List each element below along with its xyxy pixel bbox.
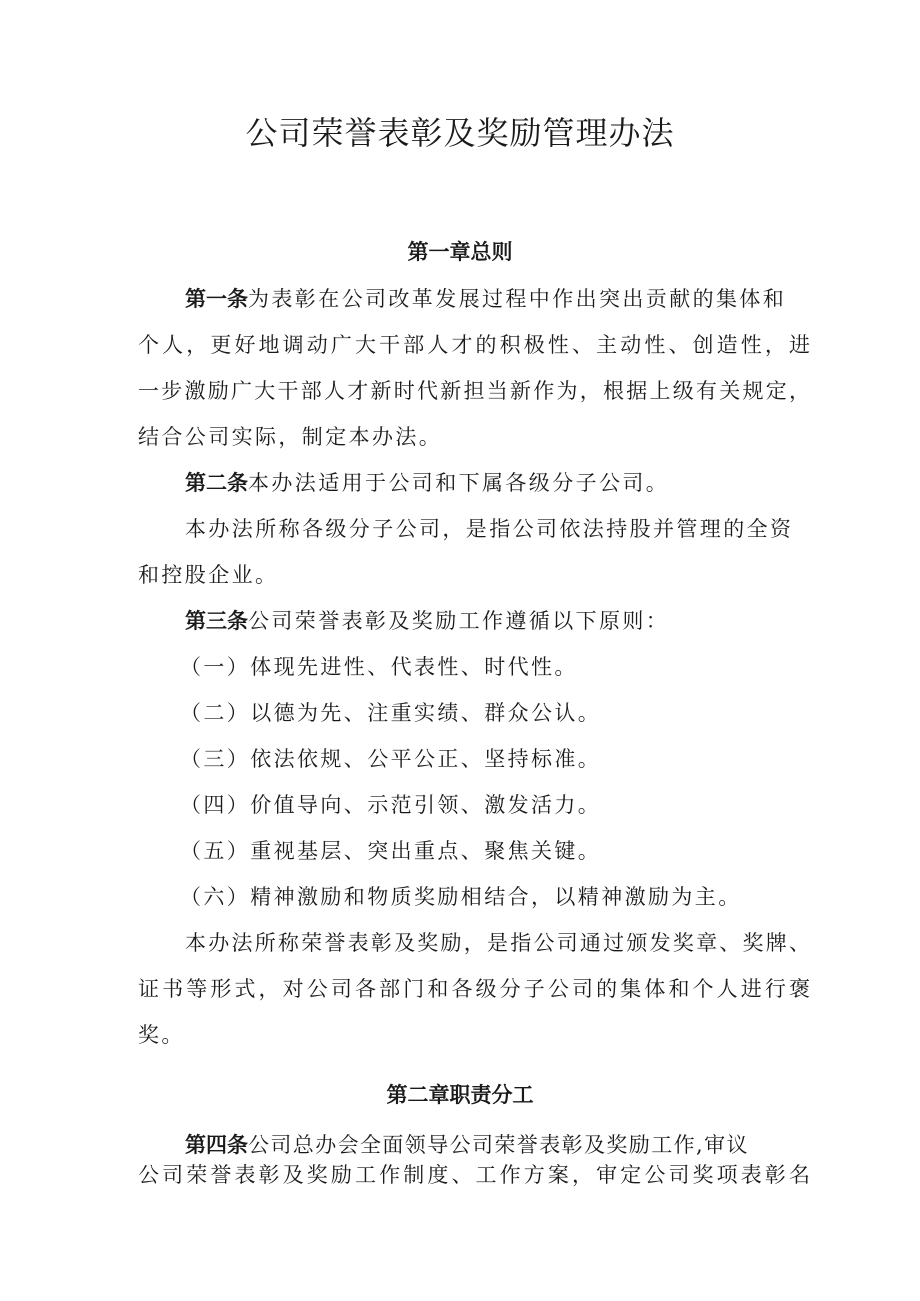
article-label: 第一条 [185,287,248,311]
principle-item: （四）价值导向、示范引领、激发活力。 [180,793,602,817]
article-text: 本办法适用于公司和下属各级分子公司。 [248,471,670,495]
article-4-line-2: 公司荣誉表彰及奖励工作制度、工作方案，审定公司奖项表彰名 [138,1163,810,1187]
article-1-line-4: 结合公司实际，制定本办法。 [138,425,443,449]
principle-item: （五）重视基层、突出重点、聚焦关键。 [180,839,602,863]
article-label: 第二条 [185,471,248,495]
article-1-line-1 [185,283,810,313]
article-4-line-1 [185,1129,810,1159]
article-1-line-3: 一步激励广大干部人才新时代新担当新作为，根据上级有关规定， [138,379,810,403]
document-title: 公司荣誉表彰及奖励管理办法 [245,114,675,152]
article-label: 第三条 [185,609,248,633]
definition-para-line-3: 奖。 [138,1023,185,1047]
principle-item: （六）精神激励和物质奖励相结合，以精神激励为主。 [180,885,742,909]
principle-item: （一）体现先进性、代表性、时代性。 [180,655,578,679]
chapter-heading-2: 第二章职责分工 [386,1083,534,1107]
article-2-line-1 [185,467,810,497]
subsidiary-para-line-2: 和控股企业。 [138,563,279,587]
principle-item: （三）依法依规、公平公正、坚持标准。 [180,747,602,771]
article-1-line-2: 个人，更好地调动广大干部人才的积极性、主动性、创造性，进 [138,333,810,357]
article-text: 公司荣誉表彰及奖励工作遵循以下原则： [248,609,670,633]
subsidiary-para-line-1: 本办法所称各级分子公司，是指公司依法持股并管理的全资 [185,517,794,541]
article-3-line-1 [185,605,810,635]
article-text: 为表彰在公司改革发展过程中作出突出贡献的集体和 [248,287,787,311]
definition-para-line-1: 本办法所称荣誉表彰及奖励，是指公司通过颁发奖章、奖牌、 [185,931,810,955]
principle-item: （二）以德为先、注重实绩、群众公认。 [180,701,602,725]
article-label: 第四条 [185,1133,248,1157]
article-text: 公司总办会全面领导公司荣誉表彰及奖励工作,审议 [248,1133,749,1157]
chapter-heading-1: 第一章总则 [407,240,513,264]
definition-para-line-2: 证书等形式，对公司各部门和各级分子公司的集体和个人进行褒 [138,977,810,1001]
